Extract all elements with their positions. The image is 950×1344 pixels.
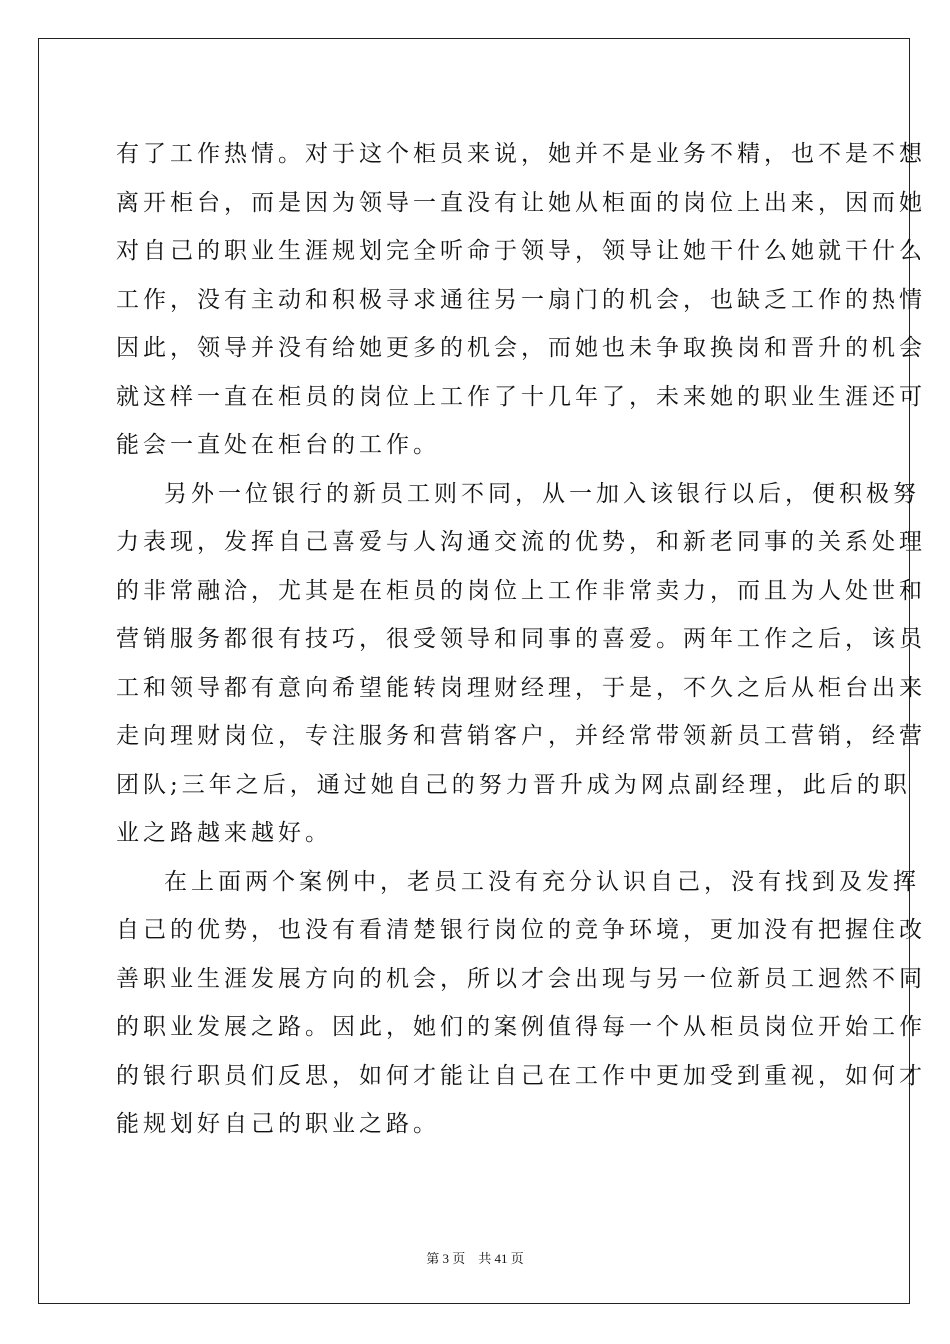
text-line: 的职业发展之路。因此，她们的案例值得每一个从柜员岗位开始工作 — [116, 1014, 926, 1040]
document-body — [116, 130, 926, 1149]
text-line: 的银行职员们反思，如何才能让自己在工作中更加受到重视，如何才 — [116, 1062, 926, 1089]
text-line: 自己的优势，也没有看清楚银行岗位的竞争环境，更加没有把握住改 — [116, 917, 926, 943]
text-line: 业之路越来越好。 — [116, 820, 332, 846]
paragraph-3 — [116, 858, 926, 1149]
text-line: 走向理财岗位，专注服务和营销客户，并经常带领新员工营销，经营 — [116, 723, 926, 749]
text-line: 工和领导都有意向希望能转岗理财经理，于是，不久之后从柜台出来 — [116, 674, 926, 701]
text-line: 的非常融洽，尤其是在柜员的岗位上工作非常卖力，而且为人处世和 — [116, 577, 926, 604]
paragraph-2 — [116, 470, 926, 858]
text-line: 有了工作热情。对于这个柜员来说，她并不是业务不精，也不是不想 — [116, 141, 926, 167]
text-line: 另外一位银行的新员工则不同，从一加入该银行以后，便积极努 — [164, 480, 920, 507]
text-line: 团队;三年之后，通过她自己的努力晋升成为网点副经理，此后的职 — [116, 771, 911, 798]
text-line: 就这样一直在柜员的岗位上工作了十几年了，未来她的职业生涯还可 — [116, 383, 926, 410]
text-line: 对自己的职业生涯规划完全听命于领导，领导让她干什么她就干什么 — [116, 238, 926, 264]
paragraph-1 — [116, 130, 926, 470]
text-line: 能会一直处在柜台的工作。 — [116, 432, 440, 458]
page-number-footer: 第 3 页 共 41 页 — [426, 1251, 524, 1266]
text-line: 营销服务都很有技巧，很受领导和同事的喜爱。两年工作之后，该员 — [116, 626, 926, 652]
text-line: 力表现，发挥自己喜爱与人沟通交流的优势，和新老同事的关系处理 — [116, 529, 926, 555]
text-line: 在上面两个案例中，老员工没有充分认识自己，没有找到及发挥 — [164, 868, 920, 895]
text-line: 能规划好自己的职业之路。 — [116, 1111, 440, 1137]
text-line: 离开柜台，而是因为领导一直没有让她从柜面的岗位上出来，因而她 — [116, 189, 926, 216]
text-line: 因此，领导并没有给她更多的机会，而她也未争取换岗和晋升的机会 — [116, 335, 926, 361]
text-line: 善职业生涯发展方向的机会，所以才会出现与另一位新员工迥然不同 — [116, 965, 926, 992]
text-line: 工作，没有主动和积极寻求通往另一扇门的机会，也缺乏工作的热情 — [116, 286, 926, 313]
